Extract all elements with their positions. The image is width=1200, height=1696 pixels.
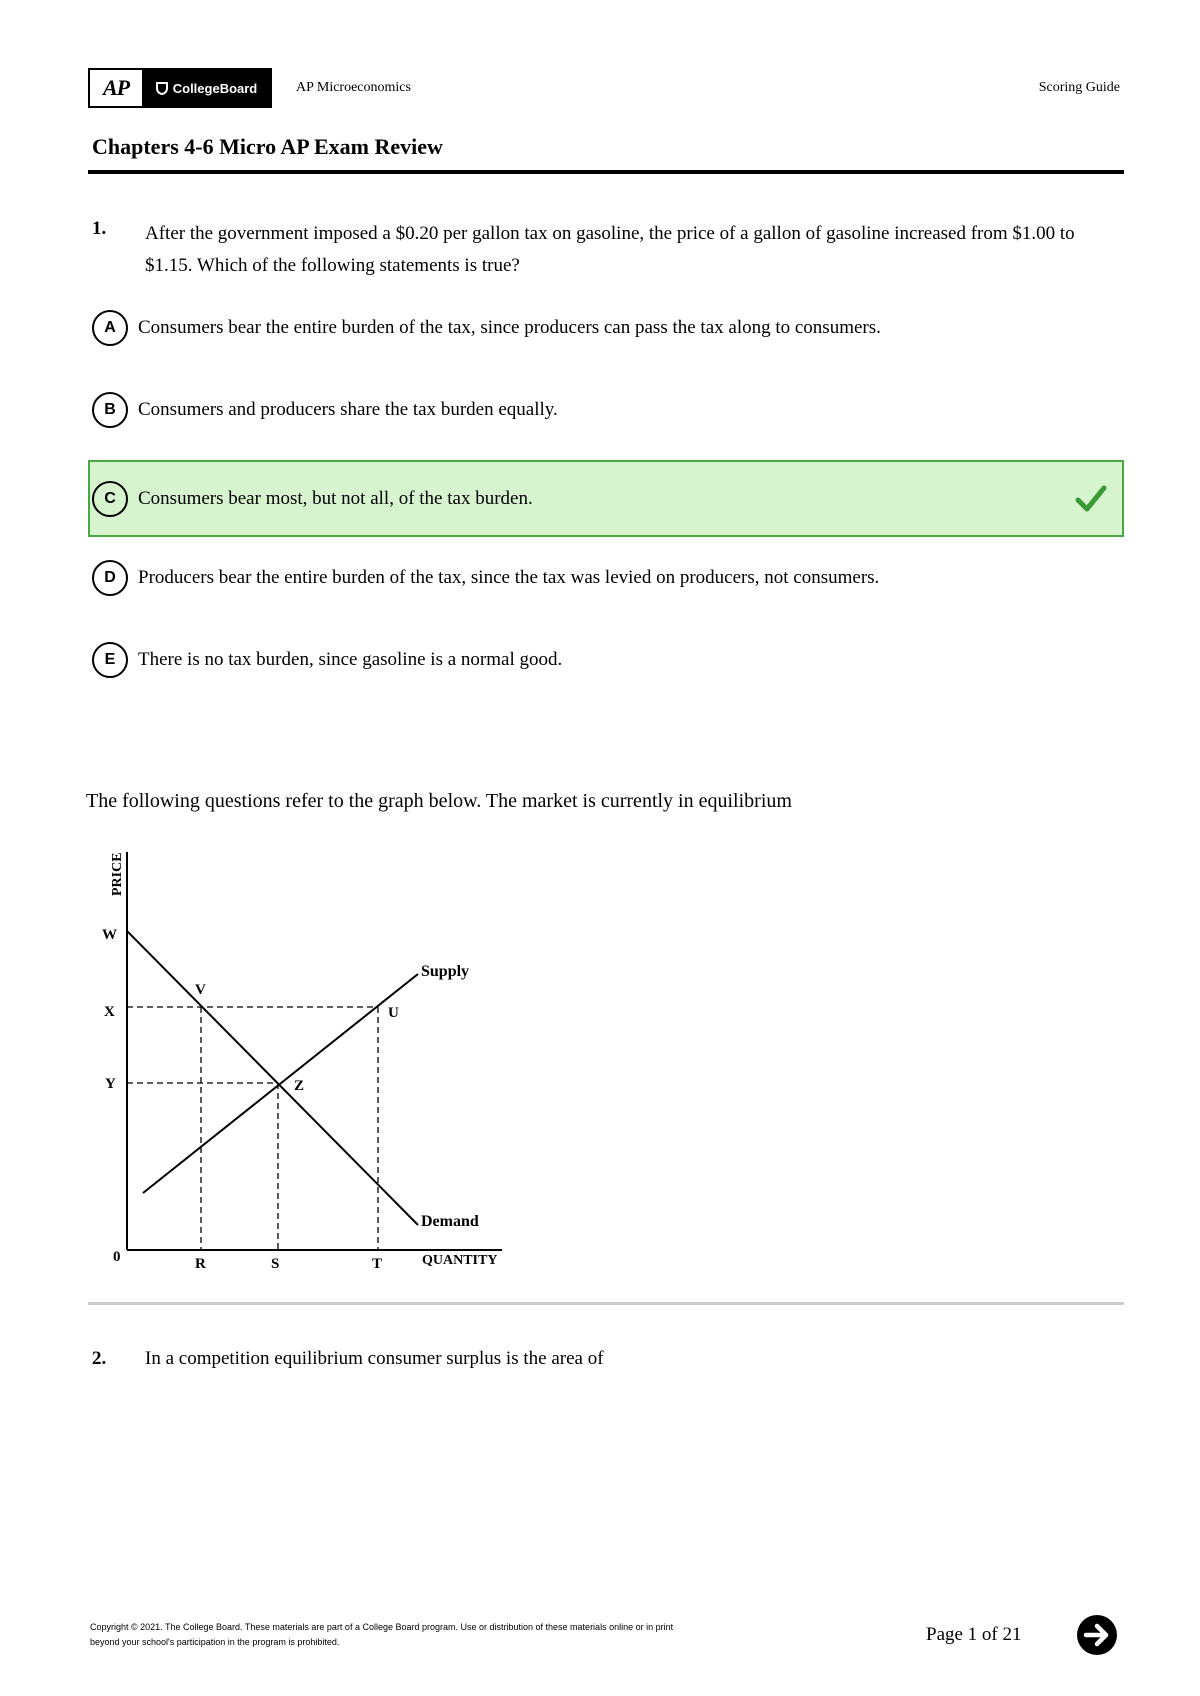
choice-d-badge: D [92, 560, 128, 596]
point-label-z: Z [294, 1078, 305, 1094]
choice-e-text: There is no tax burden, since gasoline is a normal good. [138, 649, 563, 670]
ap-logo-mark: AP [90, 70, 142, 106]
question-2-number: 2. [92, 1348, 107, 1369]
choice-a-badge: A [92, 310, 128, 346]
acorn-icon [155, 81, 169, 95]
choice-b-text: Consumers and producers share the tax burden equally. [138, 399, 558, 420]
quantity-label-s: S [271, 1256, 280, 1272]
choice-b-badge: B [92, 392, 128, 428]
graph-intro-text: The following questions refer to the graph below. The market is currently in equilibrium [86, 790, 792, 812]
price-label-x: X [104, 1004, 115, 1020]
copyright-line-2: beyond your school's participation in the program is prohibited. [90, 1637, 340, 1647]
choice-c-badge: C [92, 481, 128, 517]
ap-logo [88, 68, 272, 108]
question-1-text: After the government imposed a $0.20 per gallon tax on gasoline, the price of a gallon of gasoline increased from $1.00 to $1.15. Which of the following statements is true? [145, 223, 1075, 276]
course-name: AP Microeconomics [296, 80, 411, 95]
point-label-v: V [195, 982, 206, 998]
choice-c-correct[interactable] [88, 460, 1124, 537]
copyright-line-1: Copyright © 2021. The College Board. These materials are part of a College Board program. Use or distribution of these materials online or in print [90, 1622, 674, 1632]
choice-a-text: Consumers bear the entire burden of the tax, since producers can pass the tax along to consumers. [138, 317, 881, 338]
title-divider [88, 170, 1124, 174]
x-axis-label: QUANTITY [422, 1253, 498, 1268]
quantity-label-t: T [372, 1256, 383, 1272]
y-axis-label: PRICE [110, 852, 125, 896]
section-divider [88, 1302, 1124, 1305]
collegeboard-logo [142, 70, 270, 106]
checkmark-icon [1074, 476, 1108, 520]
choice-e-badge: E [92, 642, 128, 678]
choice-e[interactable] [88, 630, 1124, 690]
demand-curve [127, 931, 418, 1225]
choice-b[interactable] [88, 380, 1124, 440]
page-indicator: Page 1 of 21 [926, 1624, 1022, 1645]
scoring-guide-label: Scoring Guide [1038, 80, 1120, 95]
choice-d[interactable] [88, 548, 1124, 608]
origin-label: 0 [113, 1249, 121, 1265]
page-title: Chapters 4-6 Micro AP Exam Review [92, 134, 443, 159]
next-page-arrow-icon[interactable] [1076, 1614, 1118, 1656]
quantity-label-r: R [195, 1256, 206, 1272]
copyright-notice [90, 1620, 740, 1650]
choice-c-text: Consumers bear most, but not all, of the tax burden. [138, 487, 533, 509]
question-1-number: 1. [92, 218, 107, 239]
supply-demand-graph [100, 840, 520, 1280]
demand-label: Demand [421, 1213, 479, 1230]
choice-a[interactable] [88, 298, 1124, 358]
collegeboard-logo-text: CollegeBoard [172, 80, 258, 96]
choice-d-text: Producers bear the entire burden of the tax, since the tax was levied on producers, not consumers. [138, 567, 880, 588]
supply-label: Supply [421, 963, 470, 980]
price-label-y: Y [105, 1076, 116, 1092]
point-label-u: U [388, 1005, 399, 1021]
question-2-text: In a competition equilibrium consumer surplus is the area of [145, 1348, 604, 1369]
price-label-w: W [102, 927, 117, 943]
